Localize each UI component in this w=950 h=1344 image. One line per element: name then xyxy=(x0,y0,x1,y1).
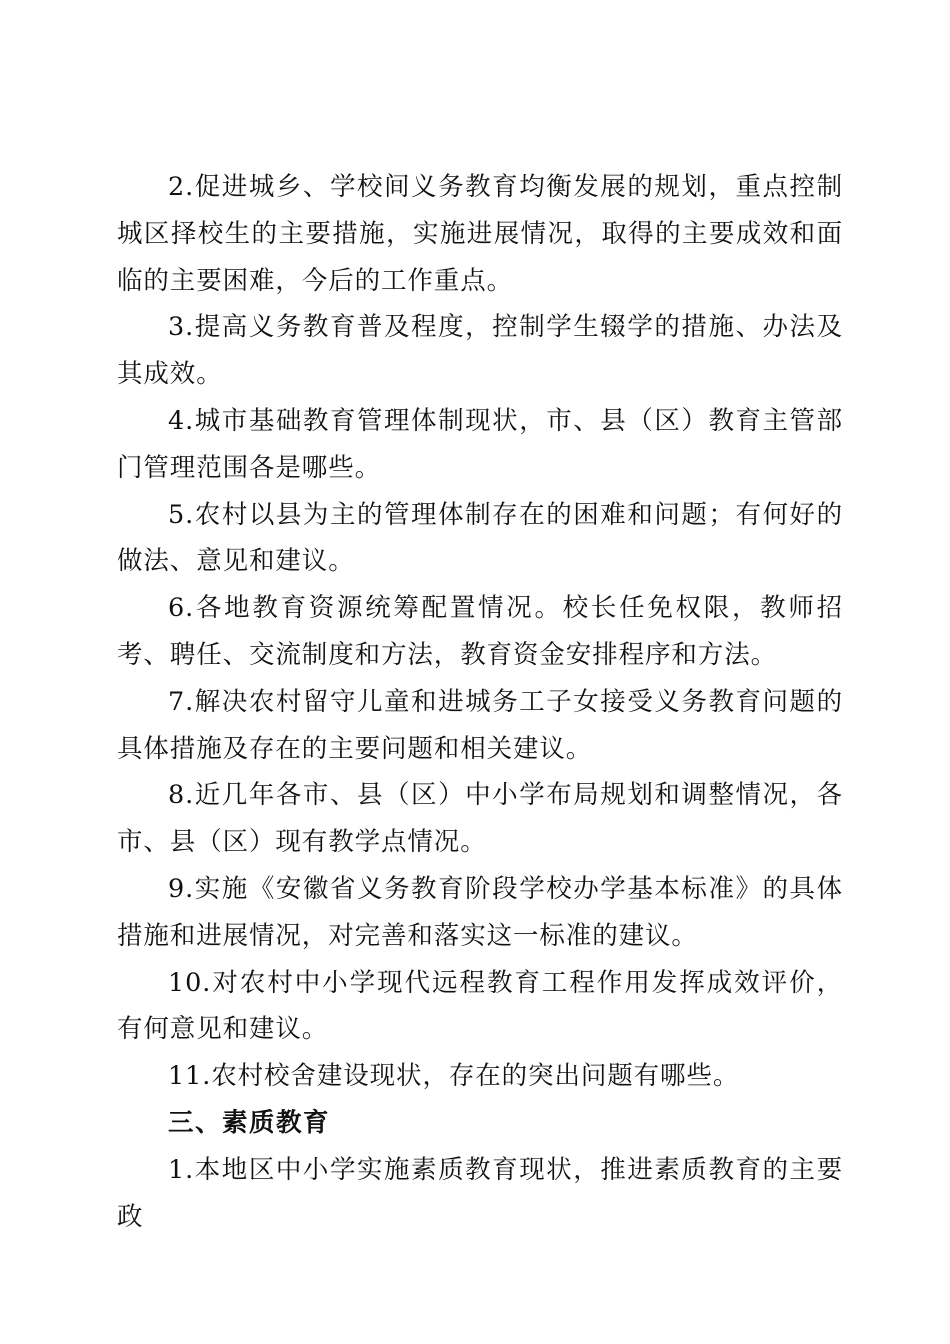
paragraph-item-7: 7.解决农村留守儿童和进城务工子女接受义务教育问题的具体措施及存在的主要问题和相关建议。 xyxy=(117,686,843,764)
paragraph-item-5: 5.农村以县为主的管理体制存在的困难和问题；有何好的做法、意见和建议。 xyxy=(117,499,843,577)
section-heading: 三、素质教育 xyxy=(168,1107,331,1138)
paragraph-item-6: 6.各地教育资源统筹配置情况。校长任免权限，教师招考、聘任、交流制度和方法，教育资金安排程序和方法。 xyxy=(117,593,843,670)
paragraph-item-2: 2.促进城乡、学校间义务教育均衡发展的规划，重点控制城区择校生的主要措施，实施进展情况，取得的主要成效和面临的主要困难，今后的工作重点。 xyxy=(117,172,843,296)
paragraph-item-11: 11.农村校舍建设现状，存在的突出问题有哪些。 xyxy=(168,1061,740,1092)
document-body xyxy=(117,164,843,1240)
paragraph-item-10: 10.对农村中小学现代远程教育工程作用发挥成效评价，有何意见和建议。 xyxy=(117,967,843,1045)
paragraph-item-4: 4.城市基础教育管理体制现状，市、县（区）教育主管部门管理范围各是哪些。 xyxy=(117,405,843,483)
paragraph-item-3: 3.提高义务教育普及程度，控制学生辍学的措施、办法及其成效。 xyxy=(117,312,843,390)
paragraph-item-section3-1: 1.本地区中小学实施素质教育现状，推进素质教育的主要政 xyxy=(117,1154,843,1232)
paragraph-item-8: 8.近几年各市、县（区）中小学布局规划和调整情况，各市、县（区）现有教学点情况。 xyxy=(117,780,843,858)
paragraph-item-9: 9.实施《安徽省义务教育阶段学校办学基本标准》的具体措施和进展情况，对完善和落实这一标准的建议。 xyxy=(117,873,843,951)
